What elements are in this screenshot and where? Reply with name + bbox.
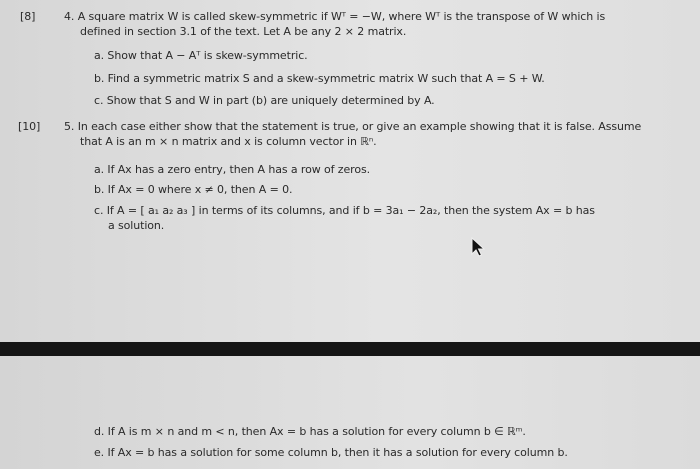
question-4-line-2: defined in section 3.1 of the text. Let A be any 2 × 2 matrix. — [80, 25, 407, 38]
question-5-part-c-line-2: a solution. — [108, 219, 165, 232]
mouse-pointer-icon — [470, 237, 486, 257]
question-4-part-c: c. Show that S and W in part (b) are uniquely determined by A. — [94, 94, 435, 107]
question-4-part-a: a. Show that A − Aᵀ is skew-symmetric. — [94, 49, 308, 62]
question-5-part-a: a. If Ax has a zero entry, then A has a row of zeros. — [94, 163, 370, 176]
divider-bar — [0, 342, 700, 356]
points-label-10: [10] — [18, 120, 41, 133]
question-5-part-c-line-1: c. If A = [ a₁ a₂ a₃ ] in terms of its columns, and if b = 3a₁ − 2a₂, then the system Ax = b has — [94, 204, 595, 217]
question-5-part-b: b. If Ax = 0 where x ≠ 0, then A = 0. — [94, 183, 293, 196]
question-4-part-b: b. Find a symmetric matrix S and a skew-symmetric matrix W such that A = S + W. — [94, 72, 545, 85]
question-5-line-2: that A is an m × n matrix and x is column vector in ℝⁿ. — [80, 135, 377, 148]
question-5-part-e: e. If Ax = b has a solution for some column b, then it has a solution for every column b. — [94, 446, 568, 459]
question-4-line-1: 4. A square matrix W is called skew-symmetric if Wᵀ = −W, where Wᵀ is the transpose of W which is — [64, 10, 606, 23]
points-label-8: [8] — [20, 10, 36, 23]
question-5-line-1: 5. In each case either show that the statement is true, or give an example showing that it is false. Assume — [64, 120, 642, 133]
question-5-part-d: d. If A is m × n and m < n, then Ax = b has a solution for every column b ∈ ℝᵐ. — [94, 425, 526, 438]
